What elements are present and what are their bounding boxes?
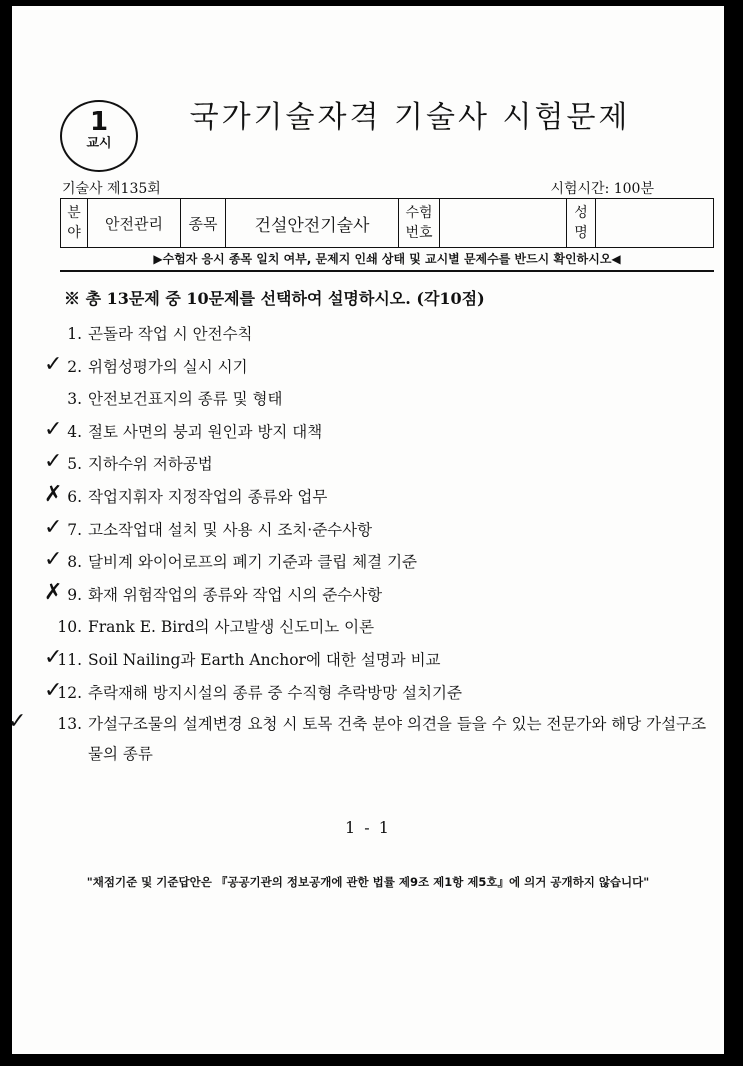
check-mark-icon: ✓ <box>44 416 63 442</box>
question-text: Soil Nailing과 Earth Anchor에 대한 설명과 비교 <box>88 650 441 669</box>
question-number: 1. <box>67 325 82 343</box>
question-item <box>44 416 716 449</box>
question-text: 추락재해 방지시설의 종류 중 수직형 추락방망 설치기준 <box>88 683 462 702</box>
question-number: 12. <box>57 683 82 702</box>
name-field[interactable] <box>596 199 714 248</box>
page-number: 1 - 1 <box>345 818 391 837</box>
exam-number-label-line-1: 수험 <box>405 205 433 221</box>
question-item <box>44 351 716 384</box>
question-number: 10. <box>57 618 82 637</box>
check-mark-icon: ✓ <box>44 547 63 573</box>
notice-banner: ▶수험자 응시 종목 일치 여부, 문제지 인쇄 상태 및 교시별 문제수를 반드시 확인하시오◀ <box>60 250 714 272</box>
question-item <box>44 481 716 514</box>
category-value: 건설안전기술사 <box>226 199 399 248</box>
question-item <box>52 318 716 351</box>
question-number: 13. <box>57 715 82 734</box>
question-text: 화재 위험작업의 종류와 작업 시의 준수사항 <box>88 585 383 604</box>
question-number: 2. <box>67 357 82 376</box>
check-mark-icon: ✓ <box>44 677 63 703</box>
question-item: ✓ 13. 가설구조물의 설계변경 요청 시 토목 건축 분야 의견을 들을 수 있는 전문가와 해당 가설구조물의 종류 <box>8 709 707 764</box>
question-text: 가설구조물의 설계변경 요청 시 토목 건축 분야 의견을 들을 수 있는 전문가와 해당 가설구조물의 종류 <box>88 715 707 764</box>
check-mark-icon: ✓ <box>44 351 63 377</box>
question-number: 4. <box>67 422 82 441</box>
exam-round: 기술사 제135회 <box>62 181 161 197</box>
question-list <box>8 318 716 769</box>
question-item <box>44 448 716 481</box>
check-mark-icon: ✓ <box>44 514 63 540</box>
exam-duration: 시험시간: 100분 <box>550 181 654 197</box>
question-number: 9. <box>67 585 82 604</box>
category-label: 종목 <box>181 199 226 248</box>
question-text: 고소작업대 설치 및 사용 시 조치·준수사항 <box>88 520 373 539</box>
question-text: Frank E. Bird의 사고발생 신도미노 이론 <box>88 618 375 637</box>
check-mark-icon: ✓ <box>44 644 63 670</box>
field-value: 안전관리 <box>88 199 181 248</box>
instruction: ※ 총 13문제 중 10문제를 선택하여 설명하시오. (각10점) <box>64 289 485 308</box>
question-text: 안전보건표지의 종류 및 형태 <box>88 390 283 409</box>
question-item <box>44 677 716 710</box>
name-label-cell <box>567 199 596 248</box>
question-item <box>44 546 716 579</box>
question-item <box>44 644 716 677</box>
question-number: 7. <box>67 520 82 539</box>
question-text: 지하수위 저하공법 <box>88 455 213 474</box>
question-number: 8. <box>67 553 82 572</box>
question-number: 3. <box>67 390 82 409</box>
question-number: 11. <box>57 650 82 669</box>
field-label-line-2: 야 <box>67 225 81 241</box>
question-text: 달비계 와이어로프의 폐기 기준과 클립 체결 기준 <box>88 553 418 572</box>
cross-mark-icon: ✗ <box>44 579 63 605</box>
page-title: 국가기술자격 기술사 시험문제 <box>189 100 631 135</box>
name-label-line-1: 성 <box>574 205 588 221</box>
exam-number-label-cell <box>399 199 440 248</box>
exam-paper <box>8 6 724 1054</box>
question-text: 위험성평가의 실시 시기 <box>88 357 248 376</box>
exam-info-table <box>60 198 714 248</box>
question-item <box>44 579 716 612</box>
question-number: 6. <box>67 487 82 506</box>
field-label-cell <box>61 199 88 248</box>
footer-notice: "채점기준 및 기준답안은 『공공기관의 정보공개에 관한 법률 제9조 제1항 제5호』에 의거 공개하지 않습니다" <box>86 875 650 889</box>
session-label: 교시 <box>86 136 112 151</box>
cross-mark-icon: ✗ <box>44 481 63 507</box>
name-label-line-2: 명 <box>574 225 588 241</box>
check-mark-icon: ✓ <box>44 449 63 475</box>
question-text: 절토 사면의 붕괴 원인과 방지 대책 <box>88 422 323 441</box>
question-text: 작업지휘자 지정작업의 종류와 업무 <box>88 487 328 506</box>
exam-number-field[interactable] <box>440 199 567 248</box>
question-number: 5. <box>67 455 82 474</box>
question-item <box>44 514 716 547</box>
question-item <box>52 611 716 644</box>
field-label-line-1: 분 <box>67 205 81 221</box>
session-number: 1 <box>89 107 109 137</box>
question-item <box>52 383 716 416</box>
exam-number-label-line-2: 번호 <box>405 225 433 241</box>
question-text: 곤돌라 작업 시 안전수칙 <box>88 325 253 343</box>
